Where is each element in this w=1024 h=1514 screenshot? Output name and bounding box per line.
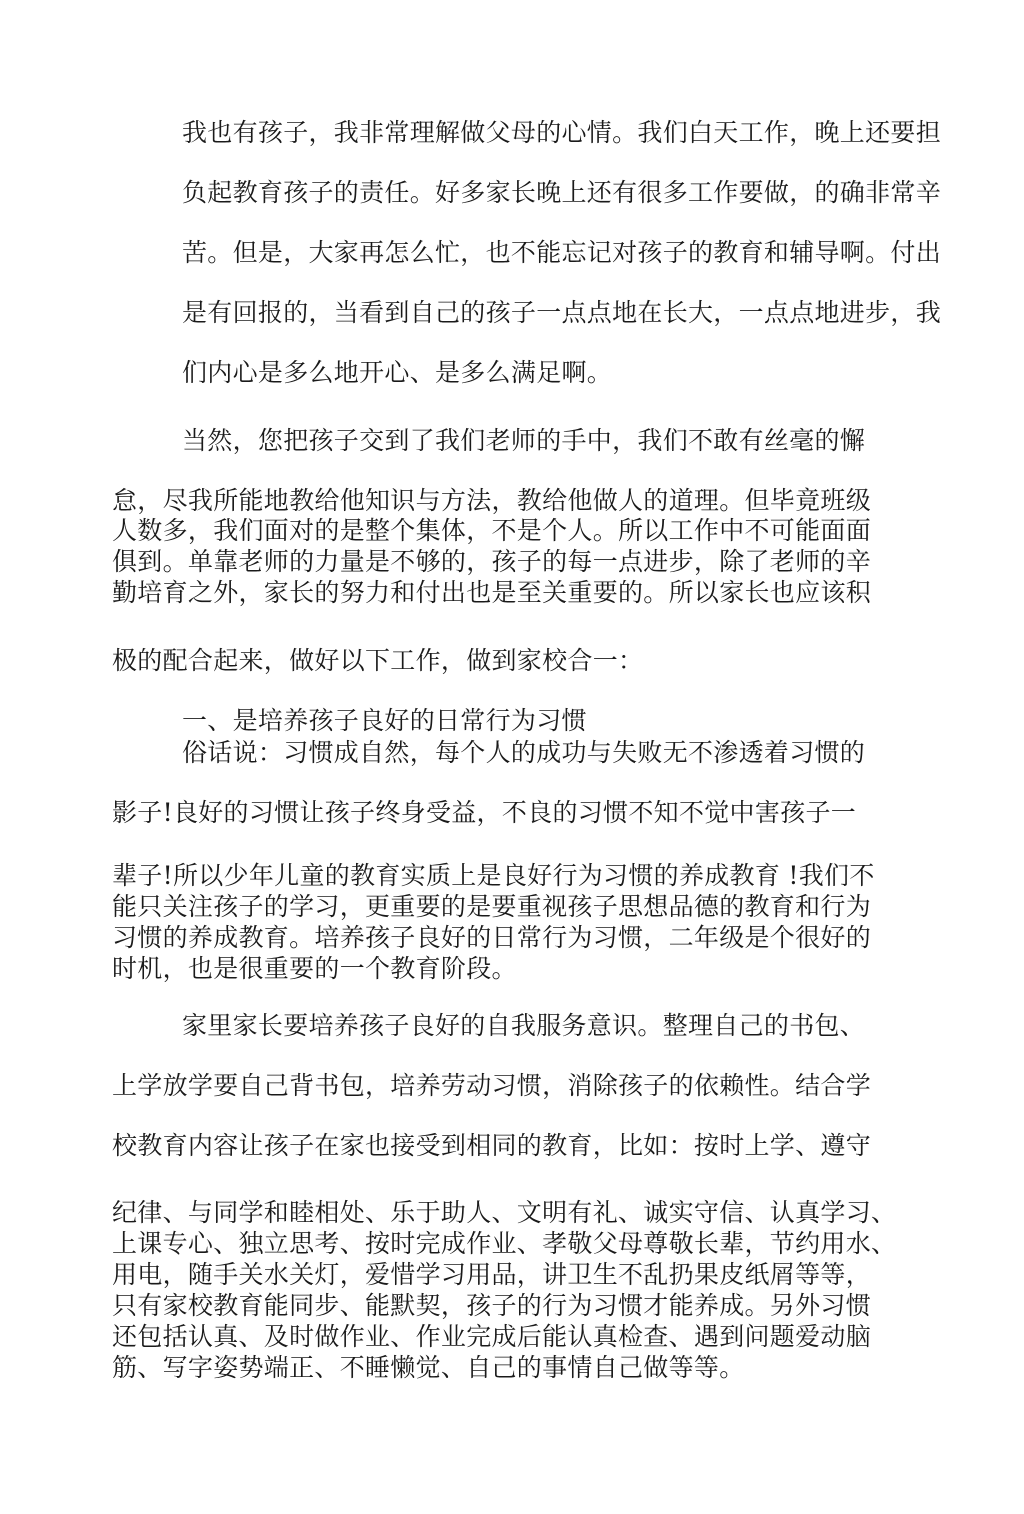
- text-line: 还包括认真、及时做作业、作业完成后能认真检查、遇到问题爱动脑: [112, 1322, 872, 1351]
- text-line: 是有回报的，当看到自己的孩子一点点地在长大，一点点地进步，我: [182, 298, 942, 327]
- text-line: 能只关注孩子的学习，更重要的是要重视孩子思想品德的教育和行为: [112, 892, 872, 921]
- text-line: 用电，随手关水关灯，爱惜学习用品，讲卫生不乱扔果皮纸屑等等，: [112, 1260, 872, 1289]
- text-line: 上学放学要自己背书包，培养劳动习惯，消除孩子的依赖性。结合学: [112, 1071, 872, 1100]
- text-line: 影子!良好的习惯让孩子终身受益，不良的习惯不知不觉中害孩子一: [112, 798, 857, 827]
- text-line: 俗话说：习惯成自然，每个人的成功与失败无不渗透着习惯的: [182, 738, 866, 767]
- text-line: 勤培育之外，家长的努力和付出也是至关重要的。所以家长也应该积: [112, 578, 872, 607]
- text-line: 人数多，我们面对的是整个集体，不是个人。所以工作中不可能面面: [112, 516, 872, 545]
- text-line: 极的配合起来，做好以下工作，做到家校合一：: [112, 646, 644, 675]
- text-line: 习惯的养成教育。培养孩子良好的日常行为习惯，二年级是个很好的: [112, 923, 872, 952]
- text-line: 校教育内容让孩子在家也接受到相同的教育，比如：按时上学、遵守: [112, 1131, 872, 1160]
- text-line: 们内心是多么地开心、是多么满足啊。: [182, 358, 613, 387]
- text-line: 纪律、与同学和睦相处、乐于助人、文明有礼、诚实守信、认真学习、: [112, 1198, 897, 1227]
- text-line: 我也有孩子，我非常理解做父母的心情。我们白天工作，晚上还要担: [182, 118, 942, 147]
- section-heading: 一、是培养孩子良好的日常行为习惯: [182, 706, 587, 735]
- text-line: 只有家校教育能同步、能默契，孩子的行为习惯才能养成。另外习惯: [112, 1291, 872, 1320]
- text-line: 当然，您把孩子交到了我们老师的手中，我们不敢有丝毫的懈: [182, 426, 866, 455]
- text-line: 怠，尽我所能地教给他知识与方法，教给他做人的道理。但毕竟班级: [112, 486, 872, 515]
- text-line: 负起教育孩子的责任。好多家长晚上还有很多工作要做，的确非常辛: [182, 178, 942, 207]
- text-line: 筋、写字姿势端正、不睡懒觉、自己的事情自己做等等。: [112, 1353, 745, 1382]
- text-line: 苦。但是，大家再怎么忙，也不能忘记对孩子的教育和辅导啊。付出: [182, 238, 942, 267]
- text-line: 家里家长要培养孩子良好的自我服务意识。整理自己的书包、: [182, 1011, 866, 1040]
- text-line: 俱到。单靠老师的力量是不够的，孩子的每一点进步，除了老师的辛: [112, 547, 872, 576]
- text-line: 时机，也是很重要的一个教育阶段。: [112, 954, 517, 983]
- text-line: 辈子!所以少年儿童的教育实质上是良好行为习惯的养成教育 !我们不: [112, 861, 875, 890]
- text-line: 上课专心、独立思考、按时完成作业、孝敬父母尊敬长辈，节约用水、: [112, 1229, 897, 1258]
